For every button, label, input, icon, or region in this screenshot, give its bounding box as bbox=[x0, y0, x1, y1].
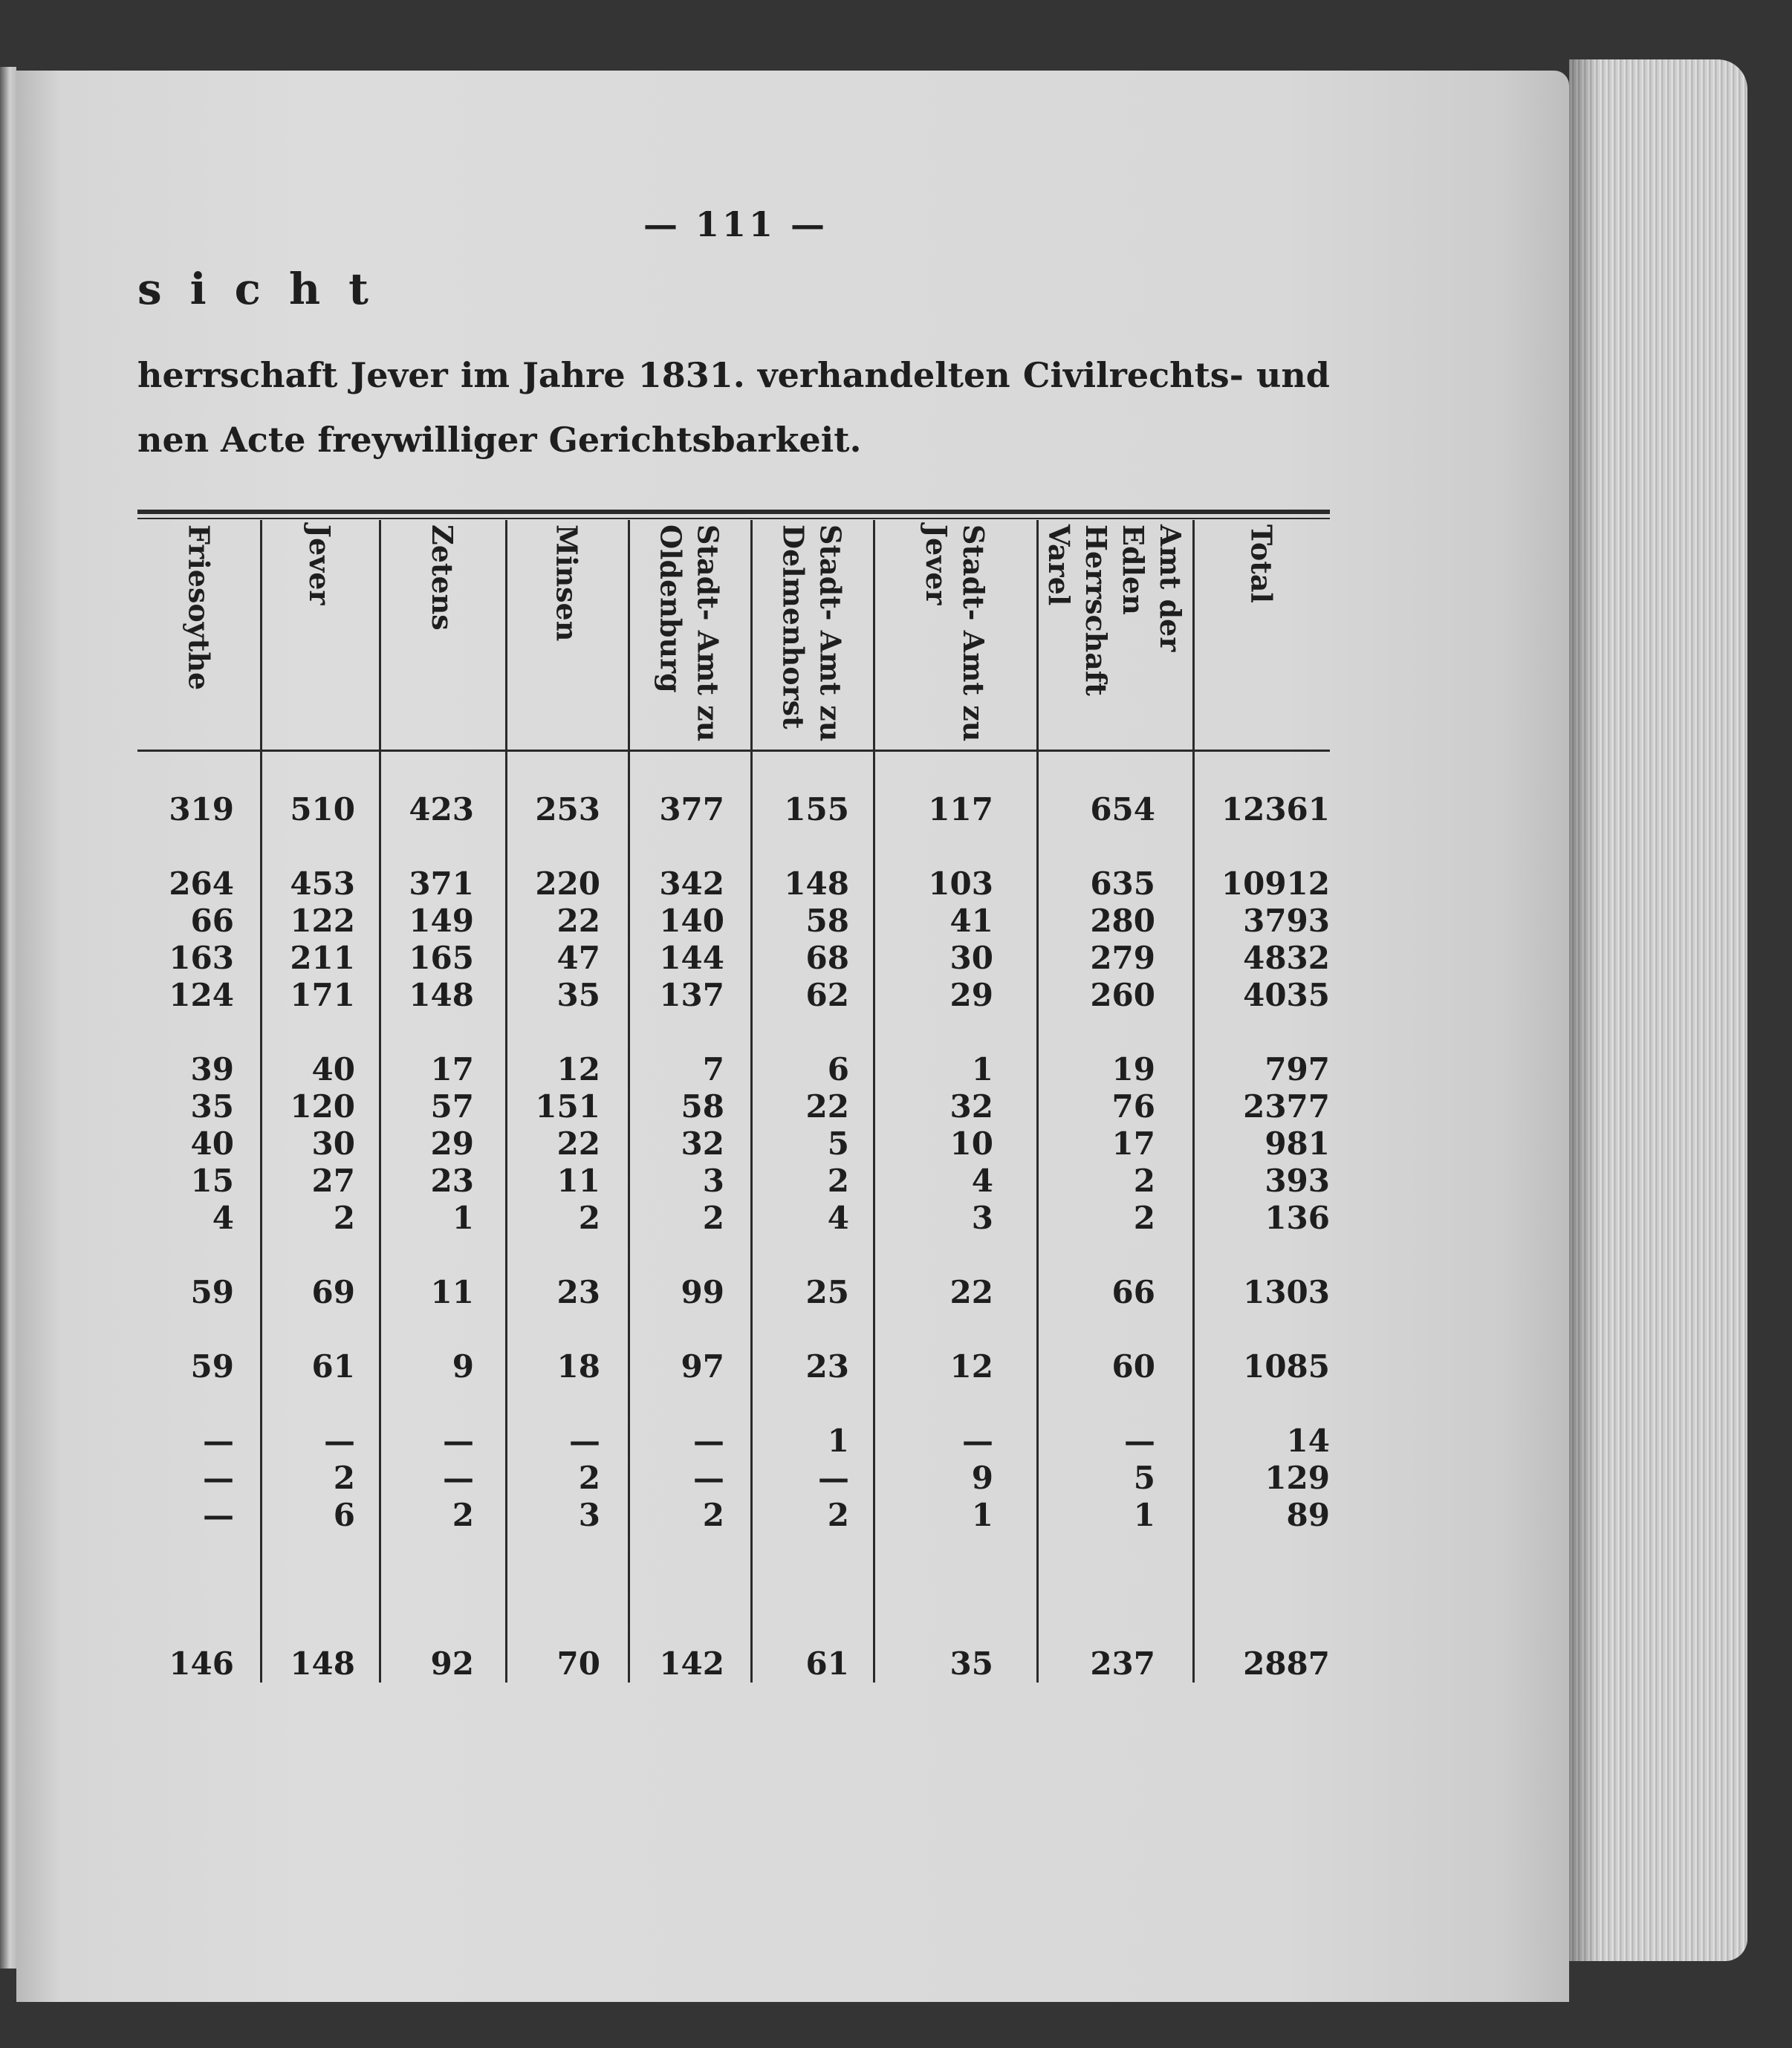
table-cell: 57 bbox=[430, 1088, 474, 1125]
table-cell: — bbox=[443, 1423, 474, 1459]
table-cell: 117 bbox=[928, 791, 993, 828]
table-cell: 3 bbox=[702, 1163, 724, 1199]
table-cell: 70 bbox=[556, 1645, 600, 1682]
table-cell: 2 bbox=[702, 1497, 724, 1533]
table-cell: 68 bbox=[805, 940, 849, 976]
table-cell: 253 bbox=[535, 791, 600, 828]
table-cell: 22 bbox=[949, 1274, 993, 1310]
table-cell: 47 bbox=[556, 940, 600, 976]
column-header-label: Stadt- Amt zu Delmenhorst bbox=[776, 524, 848, 742]
table-cell: 2 bbox=[578, 1200, 600, 1236]
table-cell: 17 bbox=[1111, 1125, 1155, 1162]
table-cell: 19 bbox=[1111, 1051, 1155, 1088]
table-top-rule-thin bbox=[137, 518, 1330, 519]
table-cell: 211 bbox=[290, 940, 355, 976]
table-cell: 237 bbox=[1090, 1645, 1155, 1682]
table-cell: 2 bbox=[578, 1460, 600, 1496]
table-cell: — bbox=[962, 1423, 993, 1459]
table-cell: 58 bbox=[805, 903, 849, 939]
page-number: — 111 — bbox=[643, 204, 828, 244]
table-cell: 2 bbox=[452, 1497, 474, 1533]
table-cell: 220 bbox=[535, 865, 600, 902]
table-cell: 35 bbox=[556, 977, 600, 1013]
column-header bbox=[1036, 520, 1192, 747]
intro-word: und bbox=[1256, 355, 1330, 395]
column-header-label: Friesoythe bbox=[182, 524, 216, 691]
table-cell: 58 bbox=[681, 1088, 724, 1125]
table-cell: 89 bbox=[1286, 1497, 1330, 1533]
table-cell: — bbox=[443, 1460, 474, 1496]
table-cell: 4 bbox=[971, 1163, 993, 1199]
table-cell: 654 bbox=[1090, 791, 1155, 828]
table-cell: 2 bbox=[333, 1460, 355, 1496]
table-cell: 2 bbox=[1133, 1200, 1155, 1236]
table-cell: 1 bbox=[971, 1051, 993, 1088]
table-cell: 97 bbox=[681, 1348, 724, 1385]
table-cell: 797 bbox=[1265, 1051, 1330, 1088]
gutter-shadow bbox=[1569, 59, 1599, 1961]
table-cell: 981 bbox=[1265, 1125, 1330, 1162]
intro-word: Jahre bbox=[522, 355, 626, 395]
table-cell: 61 bbox=[311, 1348, 355, 1385]
column-header bbox=[873, 520, 1036, 747]
table-cell: 140 bbox=[659, 903, 724, 939]
table-cell: 12361 bbox=[1221, 791, 1330, 828]
table-cell: 9 bbox=[452, 1348, 474, 1385]
table-cell: 22 bbox=[556, 1125, 600, 1162]
left-page-edge bbox=[0, 67, 16, 1969]
table-cell: 10912 bbox=[1221, 865, 1330, 902]
table-cell: 62 bbox=[805, 977, 849, 1013]
table-cell: — bbox=[203, 1423, 234, 1459]
column-header-label: Jever bbox=[303, 524, 337, 605]
column-header-label: Minsen bbox=[550, 524, 584, 642]
table-cell: — bbox=[818, 1460, 849, 1496]
table-cell: 279 bbox=[1090, 940, 1155, 976]
table-cell: 453 bbox=[290, 865, 355, 902]
table-cell: 40 bbox=[311, 1051, 355, 1088]
table-cell: 99 bbox=[681, 1274, 724, 1310]
table-top-rule bbox=[137, 510, 1330, 514]
table-cell: 2 bbox=[702, 1200, 724, 1236]
table-cell: 151 bbox=[535, 1088, 600, 1125]
table-cell: 29 bbox=[949, 977, 993, 1013]
table-cell: 280 bbox=[1090, 903, 1155, 939]
intro-word: verhandelten bbox=[757, 355, 1010, 395]
table-cell: 39 bbox=[190, 1051, 234, 1088]
table-cell: 17 bbox=[430, 1051, 474, 1088]
table-cell: 6 bbox=[827, 1051, 849, 1088]
table-cell: 165 bbox=[409, 940, 474, 976]
table-cell: 3 bbox=[578, 1497, 600, 1533]
table-cell: 18 bbox=[556, 1348, 600, 1385]
table-cell: 342 bbox=[659, 865, 724, 902]
page-heading: sicht bbox=[137, 264, 397, 314]
table-cell: 148 bbox=[409, 977, 474, 1013]
table-cell: — bbox=[203, 1497, 234, 1533]
column-header-label: Stadt- Amt zu Jever bbox=[920, 524, 990, 742]
table-cell: 144 bbox=[659, 940, 724, 976]
table-cell: 23 bbox=[430, 1163, 474, 1199]
column-header bbox=[379, 520, 505, 747]
intro-word: im bbox=[460, 355, 510, 395]
table-cell: 61 bbox=[805, 1645, 849, 1682]
table-cell: 12 bbox=[949, 1348, 993, 1385]
table-cell: 66 bbox=[1111, 1274, 1155, 1310]
table-cell: 124 bbox=[169, 977, 234, 1013]
table-cell: 29 bbox=[430, 1125, 474, 1162]
table-cell: 2 bbox=[1133, 1163, 1155, 1199]
table-cell: 122 bbox=[290, 903, 355, 939]
table-cell: 2 bbox=[827, 1163, 849, 1199]
intro-word: 1831. bbox=[637, 355, 745, 395]
table-cell: 146 bbox=[169, 1645, 234, 1682]
table-cell: 9 bbox=[971, 1460, 993, 1496]
table-cell: 22 bbox=[556, 903, 600, 939]
table-cell: 163 bbox=[169, 940, 234, 976]
column-header bbox=[137, 520, 260, 747]
table-cell: 76 bbox=[1111, 1088, 1155, 1125]
intro-word: Civilrechts- bbox=[1022, 355, 1244, 395]
table-cell: 11 bbox=[430, 1274, 474, 1310]
table-cell: 6 bbox=[333, 1497, 355, 1533]
table-cell: 40 bbox=[190, 1125, 234, 1162]
table-cell: 23 bbox=[556, 1274, 600, 1310]
table-cell: 30 bbox=[311, 1125, 355, 1162]
table-cell: 32 bbox=[681, 1125, 724, 1162]
table-cell: — bbox=[693, 1460, 724, 1496]
column-header bbox=[1192, 520, 1330, 747]
table-cell: 149 bbox=[409, 903, 474, 939]
table-cell: 371 bbox=[409, 865, 474, 902]
table-cell: 260 bbox=[1090, 977, 1155, 1013]
column-header bbox=[628, 520, 750, 747]
table-cell: 510 bbox=[290, 791, 355, 828]
table-cell: 41 bbox=[949, 903, 993, 939]
table-cell: 120 bbox=[290, 1088, 355, 1125]
table-cell: 4832 bbox=[1243, 940, 1330, 976]
table-cell: 4 bbox=[827, 1200, 849, 1236]
table-cell: 35 bbox=[190, 1088, 234, 1125]
table-cell: 2377 bbox=[1243, 1088, 1330, 1125]
table-cell: 3 bbox=[971, 1200, 993, 1236]
table-cell: 14 bbox=[1286, 1423, 1330, 1459]
table-cell: 7 bbox=[702, 1051, 724, 1088]
table-cell: 148 bbox=[290, 1645, 355, 1682]
table-cell: 25 bbox=[805, 1274, 849, 1310]
table-cell: 1 bbox=[452, 1200, 474, 1236]
table-cell: 11 bbox=[556, 1163, 600, 1199]
table-cell: 22 bbox=[805, 1088, 849, 1125]
table-cell: 148 bbox=[784, 865, 849, 902]
table-cell: 423 bbox=[409, 791, 474, 828]
table-cell: 10 bbox=[949, 1125, 993, 1162]
table-cell: 15 bbox=[190, 1163, 234, 1199]
table-cell: 155 bbox=[784, 791, 849, 828]
column-header-label: Amt der Edlen Herrschaft Varel bbox=[1042, 524, 1187, 696]
table-cell: 1 bbox=[971, 1497, 993, 1533]
table-cell: 393 bbox=[1265, 1163, 1330, 1199]
table-cell: 377 bbox=[659, 791, 724, 828]
table-cell: 4035 bbox=[1243, 977, 1330, 1013]
table-cell: 59 bbox=[190, 1348, 234, 1385]
table-cell: 5 bbox=[827, 1125, 849, 1162]
table-cell: 635 bbox=[1090, 865, 1155, 902]
table-cell: — bbox=[203, 1460, 234, 1496]
column-header-label: Stadt- Amt zu Oldenburg bbox=[654, 524, 725, 742]
table-cell: 137 bbox=[659, 977, 724, 1013]
table-cell: 92 bbox=[430, 1645, 474, 1682]
table-cell: 264 bbox=[169, 865, 234, 902]
table-cell: 103 bbox=[928, 865, 993, 902]
table-cell: 1 bbox=[1133, 1497, 1155, 1533]
intro-line-1 bbox=[137, 355, 1330, 395]
table-cell: 30 bbox=[949, 940, 993, 976]
table-cell: 12 bbox=[556, 1051, 600, 1088]
table-cell: 60 bbox=[1111, 1348, 1155, 1385]
table-cell: 69 bbox=[311, 1274, 355, 1310]
intro-word: Jever bbox=[350, 355, 448, 395]
table-cell: 142 bbox=[659, 1645, 724, 1682]
table-cell: 66 bbox=[190, 903, 234, 939]
table-cell: 1085 bbox=[1243, 1348, 1330, 1385]
column-header bbox=[260, 520, 379, 747]
table-cell: 35 bbox=[949, 1645, 993, 1682]
table-cell: 2 bbox=[333, 1200, 355, 1236]
column-header bbox=[750, 520, 873, 747]
column-header-label: Total bbox=[1244, 524, 1279, 603]
table-cell: 2887 bbox=[1243, 1645, 1330, 1682]
table-header-rule bbox=[137, 750, 1330, 752]
table-cell: 1 bbox=[827, 1423, 849, 1459]
table-cell: 5 bbox=[1133, 1460, 1155, 1496]
table-cell: 59 bbox=[190, 1274, 234, 1310]
table-cell: — bbox=[324, 1423, 355, 1459]
intro-line-2: nen Acte freywilliger Gerichtsbarkeit. bbox=[137, 420, 862, 460]
table-cell: — bbox=[1124, 1423, 1155, 1459]
column-header-label: Zetens bbox=[426, 524, 459, 631]
table-cell: 2 bbox=[827, 1497, 849, 1533]
table-cell: 3793 bbox=[1243, 903, 1330, 939]
table-cell: 1303 bbox=[1243, 1274, 1330, 1310]
table-cell: — bbox=[693, 1423, 724, 1459]
table-cell: 32 bbox=[949, 1088, 993, 1125]
table-cell: — bbox=[569, 1423, 600, 1459]
intro-word: herrschaft bbox=[137, 355, 338, 395]
column-header bbox=[505, 520, 628, 747]
table-cell: 136 bbox=[1265, 1200, 1330, 1236]
table-cell: 319 bbox=[169, 791, 234, 828]
table-cell: 27 bbox=[311, 1163, 355, 1199]
table-cell: 23 bbox=[805, 1348, 849, 1385]
table-cell: 129 bbox=[1265, 1460, 1330, 1496]
table-cell: 4 bbox=[212, 1200, 234, 1236]
table-cell: 171 bbox=[290, 977, 355, 1013]
